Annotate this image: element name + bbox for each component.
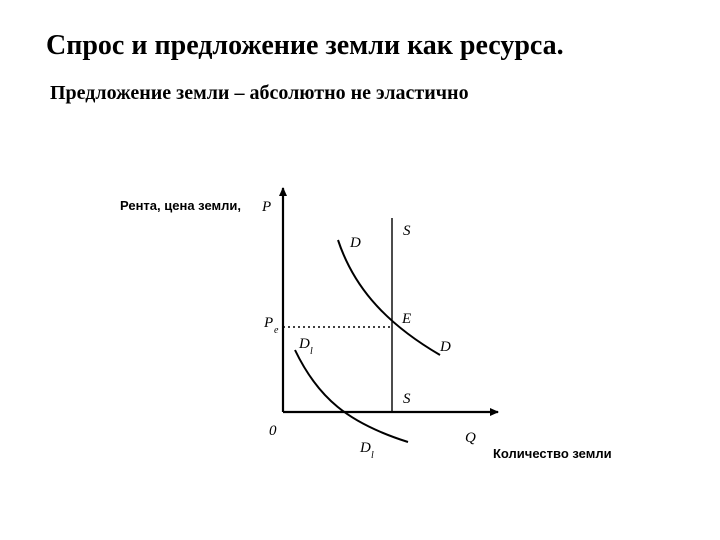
y-axis-symbol: P: [262, 199, 272, 215]
demand1-label-top-subscript: l: [310, 346, 313, 357]
x-axis-label: Количество земли: [493, 446, 612, 461]
demand1-label-end: D: [360, 440, 371, 456]
equilibrium-price-subscript: e: [274, 325, 279, 336]
demand-curve-lowered: [295, 350, 408, 442]
origin-label: 0: [269, 423, 277, 439]
demand-label-top: D: [350, 235, 361, 251]
y-axis-label: Рента, цена земли,: [120, 198, 241, 213]
demand-curve: [338, 240, 440, 355]
demand-label-end: D: [440, 339, 451, 355]
equilibrium-point-label: E: [402, 311, 412, 327]
slide-subtitle: Предложение земли – абсолютно не эластично: [50, 82, 469, 104]
supply-label-bottom: S: [403, 391, 411, 407]
demand1-label-top: D: [299, 336, 310, 352]
x-axis-symbol: Q: [465, 430, 476, 446]
supply-label-top: S: [403, 223, 411, 239]
equilibrium-price-label: P: [264, 315, 274, 331]
demand1-label-end-subscript: l: [371, 450, 374, 461]
slide-title: Спрос и предложение земли как ресурса.: [46, 30, 564, 61]
